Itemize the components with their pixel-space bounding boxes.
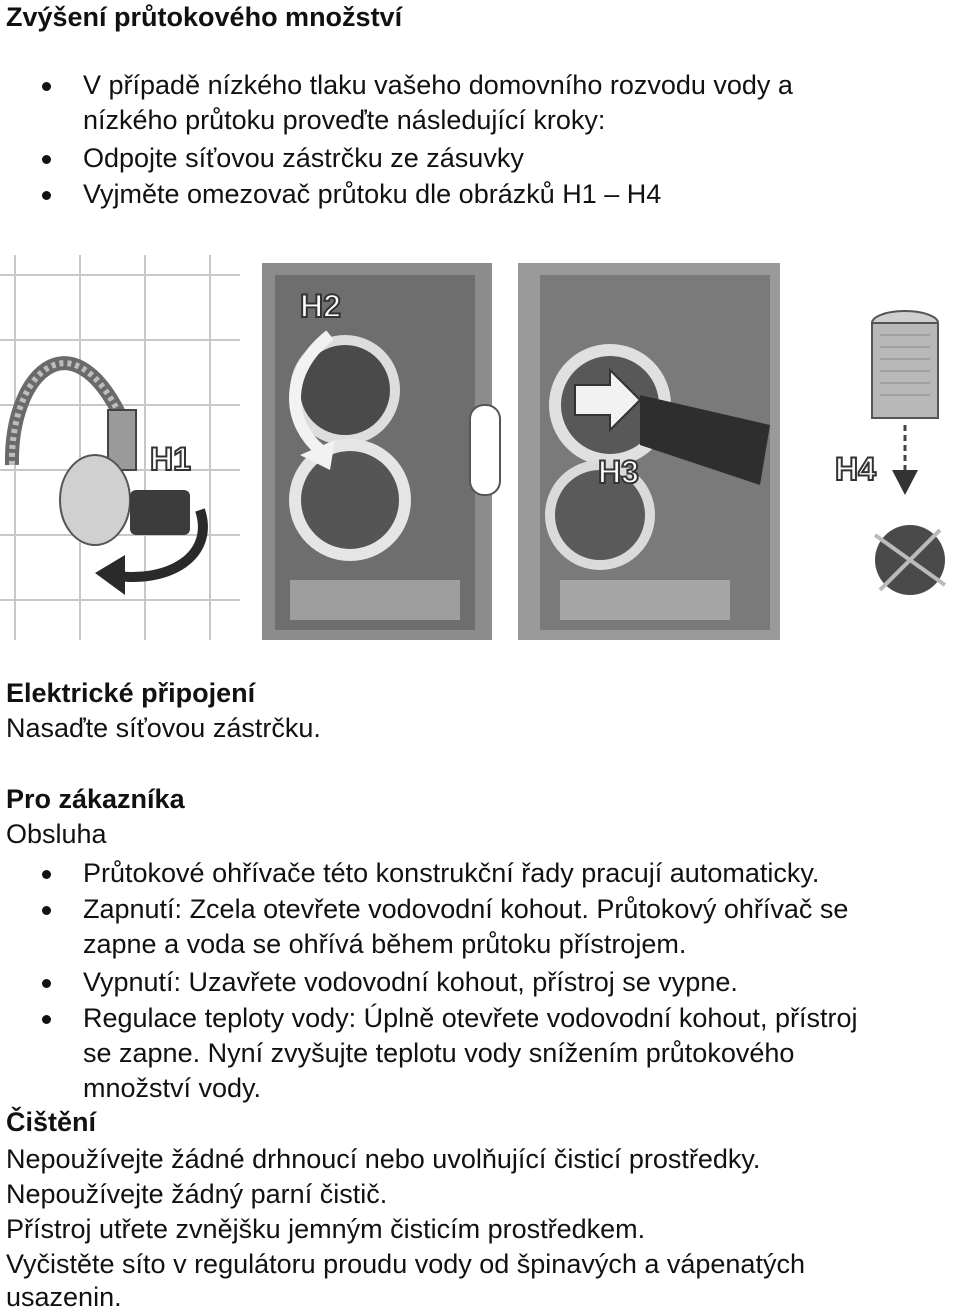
flow-bullet-1-line-2: nízkého průtoku proveďte následující kroky: — [83, 105, 606, 135]
valve-knob — [130, 490, 190, 535]
customer-bullet-2-line-2: zapne a voda se ohřívá během průtoku přístrojem. — [83, 929, 687, 959]
customer-heading: Pro zákazníka — [6, 784, 185, 814]
flow-bullet-3 — [0, 177, 960, 212]
label-h3: H3 — [598, 454, 639, 490]
flow-heading: Zvýšení průtokového množství — [6, 2, 403, 32]
customer-bullet-1 — [0, 856, 960, 891]
flow-bullet-2-text: Odpojte síťovou zástrčku ze zásuvky — [83, 143, 524, 173]
cleaning-line-5: usazenin. — [6, 1282, 122, 1312]
cartridge-bottom — [295, 445, 405, 555]
bullet-dot — [42, 191, 51, 200]
bullet-dot — [42, 82, 51, 91]
customer-subheading: Obsluha — [6, 819, 107, 849]
wall-rosette — [60, 455, 130, 545]
bullet-dot — [42, 979, 51, 988]
panel-h3 — [518, 263, 780, 640]
electric-text: Nasaďte síťovou zástrčku. — [6, 713, 321, 743]
electric-heading: Elektrické připojení — [6, 678, 256, 708]
flow-bullet-2 — [0, 141, 960, 176]
cleaning-heading: Čištění — [6, 1107, 97, 1137]
customer-bullet-2 — [0, 892, 960, 962]
label-h4: H4 — [835, 451, 876, 487]
customer-bullet-3 — [0, 965, 960, 1000]
panel-h1 — [0, 255, 240, 640]
flow-bullet-1 — [0, 68, 960, 138]
cleaning-line-1: Nepoužívejte žádné drhnoucí nebo uvolňující čisticí prostředky. — [6, 1144, 761, 1174]
cleaning-line-3: Přístroj utřete zvnějšku jemným čisticím prostředkem. — [6, 1214, 646, 1244]
panel-h2 — [262, 263, 500, 640]
label-h1: H1 — [150, 441, 191, 477]
customer-bullet-4-line-3: množství vody. — [83, 1073, 262, 1103]
flow-limiter-illustration — [0, 255, 960, 640]
flow-bullet-1-line-1: V případě nízkého tlaku vašeho domovního rozvodu vody a — [83, 70, 793, 100]
panel-h4 — [835, 311, 945, 595]
customer-bullet-4-line-2: se zapne. Nyní zvyšujte teplotu vody snížením průtokového — [83, 1038, 795, 1068]
customer-bullet-4 — [0, 1001, 960, 1106]
bullet-dot — [42, 906, 51, 915]
customer-bullet-3-text: Vypnutí: Uzavřete vodovodní kohout, přístroj se vypne. — [83, 967, 738, 997]
customer-bullet-4-line-1: Regulace teploty vody: Úplně otevřete vodovodní kohout, přístroj — [83, 1003, 858, 1033]
bullet-dot — [42, 870, 51, 879]
cleaning-line-2: Nepoužívejte žádný parní čistič. — [6, 1179, 388, 1209]
customer-bullet-1-text: Průtokové ohřívače této konstrukční řady pracují automaticky. — [83, 858, 820, 888]
down-arrow — [892, 470, 918, 495]
cleaning-line-4: Vyčistěte síto v regulátoru proudu vody od špinavých a vápenatých — [6, 1249, 805, 1279]
label-h2: H2 — [300, 288, 341, 324]
bullet-dot — [42, 1015, 51, 1024]
bullet-dot — [42, 155, 51, 164]
customer-bullet-2-line-1: Zapnutí: Zcela otevřete vodovodní kohout. Průtokový ohřívač se — [83, 894, 849, 924]
flow-bullet-3-text: Vyjměte omezovač průtoku dle obrázků H1 – H4 — [83, 179, 662, 209]
